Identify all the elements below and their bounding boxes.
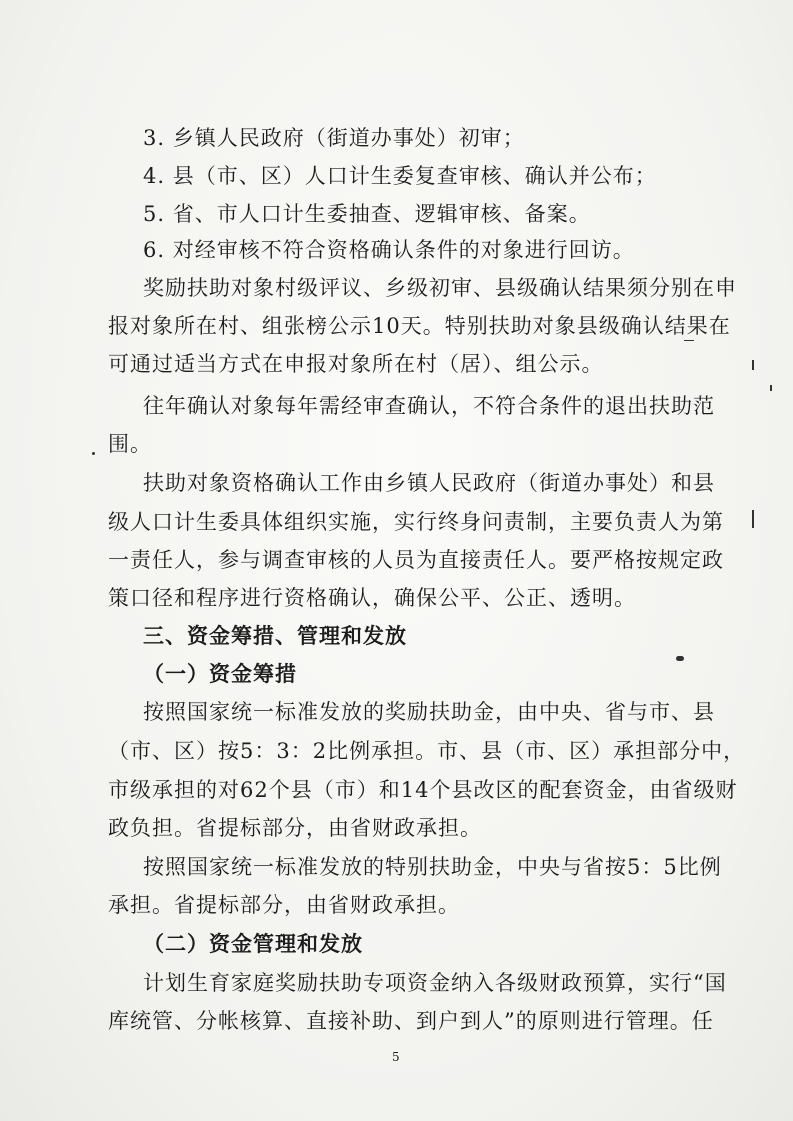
scan-mark <box>770 385 772 391</box>
paragraph-line: 报对象所在村、组张榜公示10天。特别扶助对象县级确认结果在 <box>108 314 731 338</box>
paragraph-line: 承担。省提标部分，由省财政承担。 <box>108 893 460 917</box>
scan-mark <box>92 452 95 455</box>
paragraph-line: 往年确认对象每年需经审查确认，不符合条件的退出扶助范 <box>143 394 715 418</box>
paragraph-line: 围。 <box>108 432 152 456</box>
page-number: 5 <box>392 1050 400 1064</box>
paragraph-line: 计划生育家庭奖励扶助专项资金纳入各级财政预算，实行“国 <box>143 971 727 995</box>
paragraph-line: 扶助对象资格确认工作由乡镇人民政府（街道办事处）和县 <box>143 471 715 495</box>
paragraph-line: （市、区）按5：3：2比例承担。市、县（市、区）承担部分中， <box>108 739 746 763</box>
paragraph-line: 按照国家统一标准发放的特别扶助金，中央与省按5：5比例 <box>143 855 722 879</box>
paragraph-line: 市级承担的对62个县（市）和14个县改区的配套资金，由省级财 <box>108 778 738 802</box>
subsection-heading: （一）资金筹措 <box>143 661 297 686</box>
scan-mark <box>684 340 694 341</box>
paragraph-line: 库统管、分帐核算、直接补助、到户到人”的原则进行管理。任 <box>108 1009 714 1033</box>
list-item-5: 5. 省、市人口计生委抽查、逻辑审核、备案。 <box>143 202 591 226</box>
scan-mark <box>752 510 754 528</box>
paragraph-line: 策口径和程序进行资格确认，确保公平、公正、透明。 <box>108 586 636 610</box>
paragraph-line: 按照国家统一标准发放的奖励扶助金，由中央、省与市、县 <box>143 700 715 724</box>
paragraph-line: 可通过适当方式在申报对象所在村（居）、组公示。 <box>108 352 604 376</box>
list-item-4: 4. 县（市、区）人口计生委复查审核、确认并公布； <box>143 164 657 188</box>
paragraph-line: 政负担。省提标部分，由省财政承担。 <box>108 816 482 840</box>
paragraph-line: 级人口计生委具体组织实施，实行终身问责制，主要负责人为第 <box>108 510 724 534</box>
paragraph-line: 一责任人，参与调查审核的人员为直接责任人。要严格按规定政 <box>108 548 724 572</box>
paragraph-line: 奖励扶助对象村级评议、乡级初审、县级确认结果须分别在申 <box>143 276 737 300</box>
list-item-6: 6. 对经审核不符合资格确认条件的对象进行回访。 <box>143 238 635 262</box>
scan-mark <box>752 360 754 370</box>
list-item-3: 3. 乡镇人民政府（街道办事处）初审； <box>143 126 525 150</box>
section-heading: 三、资金筹措、管理和发放 <box>143 623 407 648</box>
scan-mark <box>676 656 684 661</box>
subsection-heading: （二）资金管理和发放 <box>143 931 363 956</box>
